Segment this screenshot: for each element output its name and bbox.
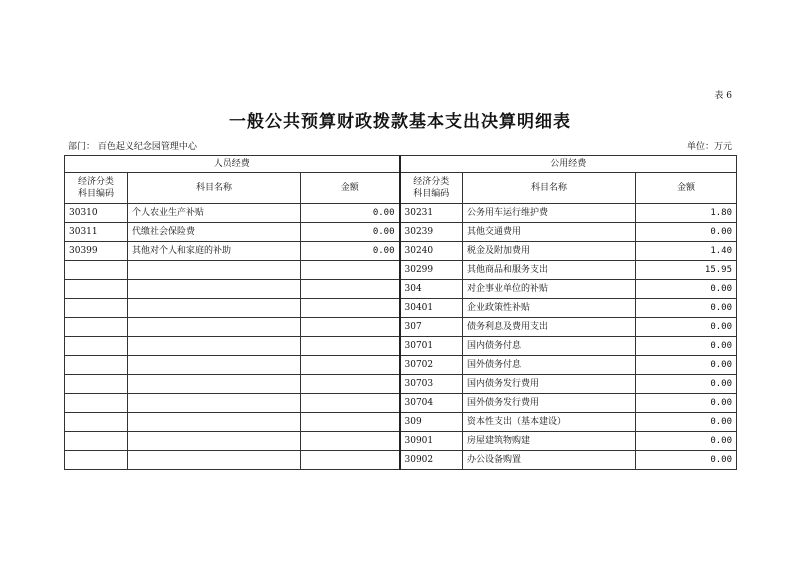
public-code-cell: 30231: [400, 204, 463, 223]
personnel-code-cell: [65, 451, 128, 470]
table-row: [65, 280, 737, 299]
department-label: 部门：: [68, 142, 96, 152]
personnel-name-cell: [128, 261, 301, 280]
public-amount-cell: 0.00: [636, 223, 737, 242]
department-name: 百色起义纪念园管理中心: [97, 142, 197, 152]
personnel-name-cell: [128, 432, 301, 451]
column-header-amount: 金额: [636, 173, 737, 204]
public-name-cell: 国外债务付息: [463, 356, 636, 375]
public-amount-cell: 0.00: [636, 451, 737, 470]
public-amount-cell: 0.00: [636, 413, 737, 432]
personnel-name-cell: [128, 299, 301, 318]
personnel-code-cell: [65, 432, 128, 451]
personnel-name-cell: [128, 375, 301, 394]
public-code-cell: 30239: [400, 223, 463, 242]
personnel-amount-cell: [301, 356, 400, 375]
unit-label: 单位：万元: [686, 142, 732, 152]
public-code-cell: 30701: [400, 337, 463, 356]
public-name-cell: 税金及附加费用: [463, 242, 636, 261]
table-row: [65, 318, 737, 337]
personnel-name-cell: [128, 356, 301, 375]
group-header-personnel: 人员经费: [65, 156, 400, 173]
public-amount-cell: 0.00: [636, 432, 737, 451]
table-row: [65, 204, 737, 223]
public-code-cell: 309: [400, 413, 463, 432]
personnel-name-cell: 个人农业生产补贴: [128, 204, 301, 223]
public-code-cell: 30299: [400, 261, 463, 280]
table-row: [65, 432, 737, 451]
personnel-code-cell: 30311: [65, 223, 128, 242]
public-code-cell: 30240: [400, 242, 463, 261]
personnel-code-cell: [65, 375, 128, 394]
personnel-name-cell: [128, 318, 301, 337]
public-name-cell: 办公设备购置: [463, 451, 636, 470]
public-code-cell: 30902: [400, 451, 463, 470]
public-name-cell: 公务用车运行维护费: [463, 204, 636, 223]
personnel-amount-cell: 0.00: [301, 223, 400, 242]
personnel-name-cell: [128, 413, 301, 432]
public-name-cell: 房屋建筑物购建: [463, 432, 636, 451]
public-name-cell: 国内债务发行费用: [463, 375, 636, 394]
personnel-code-cell: [65, 356, 128, 375]
public-code-cell: 304: [400, 280, 463, 299]
public-name-cell: 国外债务发行费用: [463, 394, 636, 413]
personnel-code-cell: [65, 394, 128, 413]
table-row: [65, 413, 737, 432]
personnel-name-cell: 其他对个人和家庭的补助: [128, 242, 301, 261]
page-title: 一般公共预算财政拨款基本支出决算明细表: [229, 112, 571, 132]
personnel-amount-cell: [301, 280, 400, 299]
column-header-code: 经济分类 科目编码: [65, 173, 128, 204]
public-code-cell: 30703: [400, 375, 463, 394]
table-row: [65, 337, 737, 356]
personnel-amount-cell: [301, 337, 400, 356]
personnel-amount-cell: [301, 413, 400, 432]
table-row: [65, 242, 737, 261]
table-row: [65, 394, 737, 413]
table-row: [65, 356, 737, 375]
public-code-cell: 30704: [400, 394, 463, 413]
personnel-code-cell: [65, 413, 128, 432]
personnel-amount-cell: [301, 261, 400, 280]
column-header-amount: 金额: [301, 173, 400, 204]
personnel-amount-cell: [301, 375, 400, 394]
public-name-cell: 债务利息及费用支出: [463, 318, 636, 337]
public-amount-cell: 15.95: [636, 261, 737, 280]
personnel-amount-cell: [301, 451, 400, 470]
public-code-cell: 30702: [400, 356, 463, 375]
public-amount-cell: 1.80: [636, 204, 737, 223]
public-name-cell: 对企事业单位的补贴: [463, 280, 636, 299]
personnel-name-cell: [128, 394, 301, 413]
table-row: [65, 375, 737, 394]
column-header-code: 经济分类 科目编码: [400, 173, 463, 204]
table-row: [65, 451, 737, 470]
personnel-name-cell: [128, 451, 301, 470]
table-row: [65, 261, 737, 280]
public-amount-cell: 0.00: [636, 356, 737, 375]
table-row: [65, 299, 737, 318]
group-header-public: 公用经费: [400, 156, 737, 173]
column-header-name: 科目名称: [463, 173, 636, 204]
public-name-cell: 其他交通费用: [463, 223, 636, 242]
public-amount-cell: 0.00: [636, 280, 737, 299]
public-amount-cell: 0.00: [636, 299, 737, 318]
personnel-code-cell: 30399: [65, 242, 128, 261]
personnel-amount-cell: [301, 394, 400, 413]
column-header-name: 科目名称: [128, 173, 301, 204]
personnel-name-cell: 代缴社会保险费: [128, 223, 301, 242]
public-amount-cell: 1.40: [636, 242, 737, 261]
personnel-amount-cell: [301, 432, 400, 451]
personnel-code-cell: [65, 261, 128, 280]
table-row: [65, 223, 737, 242]
department-line: [68, 139, 197, 152]
public-amount-cell: 0.00: [636, 375, 737, 394]
personnel-amount-cell: [301, 299, 400, 318]
expenditure-table: [64, 155, 737, 470]
public-code-cell: 307: [400, 318, 463, 337]
personnel-code-cell: [65, 280, 128, 299]
table-number: 表 6: [714, 91, 732, 101]
personnel-name-cell: [128, 337, 301, 356]
public-name-cell: 其他商品和服务支出: [463, 261, 636, 280]
public-amount-cell: 0.00: [636, 337, 737, 356]
personnel-amount-cell: 0.00: [301, 242, 400, 261]
public-name-cell: 企业政策性补贴: [463, 299, 636, 318]
public-name-cell: 国内债务付息: [463, 337, 636, 356]
personnel-code-cell: [65, 299, 128, 318]
personnel-amount-cell: 0.00: [301, 204, 400, 223]
personnel-code-cell: [65, 318, 128, 337]
personnel-name-cell: [128, 280, 301, 299]
personnel-amount-cell: [301, 318, 400, 337]
personnel-code-cell: [65, 337, 128, 356]
public-code-cell: 30401: [400, 299, 463, 318]
public-amount-cell: 0.00: [636, 394, 737, 413]
public-code-cell: 30901: [400, 432, 463, 451]
public-amount-cell: 0.00: [636, 318, 737, 337]
public-name-cell: 资本性支出（基本建设）: [463, 413, 636, 432]
personnel-code-cell: 30310: [65, 204, 128, 223]
